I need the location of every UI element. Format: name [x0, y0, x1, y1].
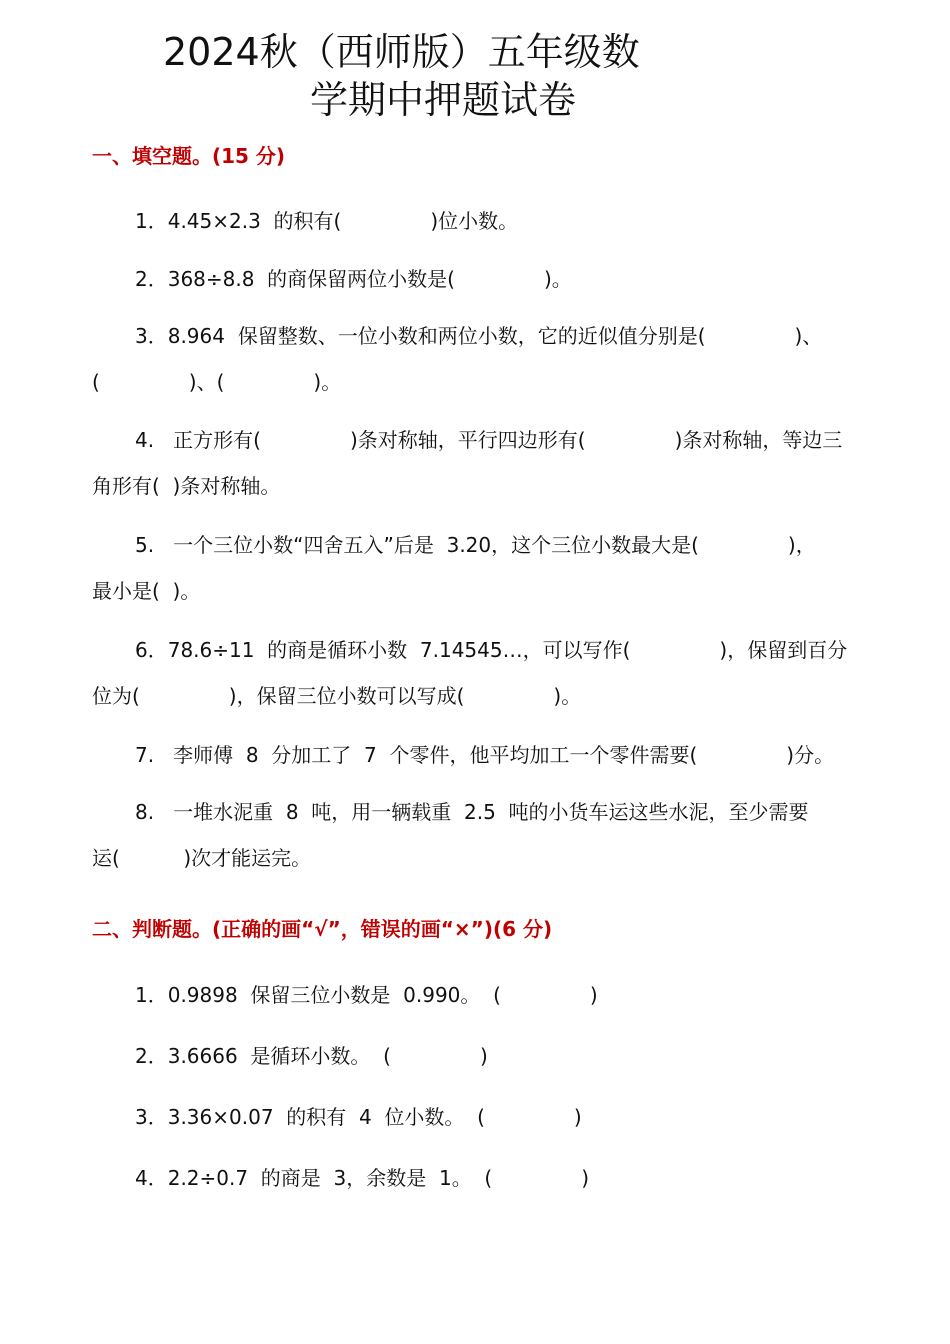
page-title-line-1: 2024秋（西师版）五年级数 [163, 30, 640, 74]
question-text: 6．78.6÷11 的商是循环小数 7.14545…，可以写作( )，保留到百分 [135, 638, 848, 662]
question-fill-2 [92, 256, 862, 302]
page-title-line-2: 学期中押题试卷 [310, 78, 577, 122]
question-fill-3 [92, 313, 862, 405]
question-text: 8. 一堆水泥重 8 吨，用一辆载重 2.5 吨的小货车运这些水泥，至少需要 [135, 800, 809, 824]
question-text: 3．3.36×0.07 的积有 4 位小数。 ( ) [135, 1105, 582, 1129]
question-text: 1．0.9898 保留三位小数是 0.990。 ( ) [135, 983, 598, 1007]
question-fill-1 [92, 198, 862, 244]
question-judge-1 [92, 972, 862, 1018]
question-fill-5 [92, 522, 862, 614]
question-text: 4. 正方形有( )条对称轴，平行四边形有( )条对称轴，等边三 [135, 428, 843, 452]
question-text: 5. 一个三位小数“四舍五入”后是 3.20，这个三位小数最大是( )， [135, 533, 816, 557]
question-text: ( )、( )。 [92, 370, 342, 394]
section-heading-fill-blank: 一、填空题。(15 分) [92, 144, 286, 168]
question-text: 最小是( )。 [92, 579, 201, 603]
question-judge-2 [92, 1033, 862, 1079]
question-text: 4．2.2÷0.7 的商是 3，余数是 1。 ( ) [135, 1166, 590, 1190]
question-fill-4 [92, 417, 862, 509]
question-judge-3 [92, 1094, 862, 1140]
question-fill-8 [92, 789, 862, 881]
question-text: 2．368÷8.8 的商保留两位小数是( )。 [135, 267, 572, 291]
question-text: 3．8.964 保留整数、一位小数和两位小数，它的近似值分别是( )、 [135, 324, 823, 348]
question-text: 运( )次才能运完。 [92, 846, 312, 870]
question-judge-4 [92, 1155, 862, 1201]
question-text: 2．3.6666 是循环小数。 ( ) [135, 1044, 488, 1068]
section-heading-true-false: 二、判断题。(正确的画“√”，错误的画“×”)(6 分) [92, 917, 553, 941]
question-text: 角形有( )条对称轴。 [92, 474, 281, 498]
question-text: 位为( )，保留三位小数可以写成( )。 [92, 684, 582, 708]
question-text: 7. 李师傅 8 分加工了 7 个零件，他平均加工一个零件需要( )分。 [135, 743, 835, 767]
question-text: 1．4.45×2.3 的积有( )位小数。 [135, 209, 519, 233]
question-fill-7 [92, 732, 862, 778]
question-fill-6 [92, 627, 862, 719]
